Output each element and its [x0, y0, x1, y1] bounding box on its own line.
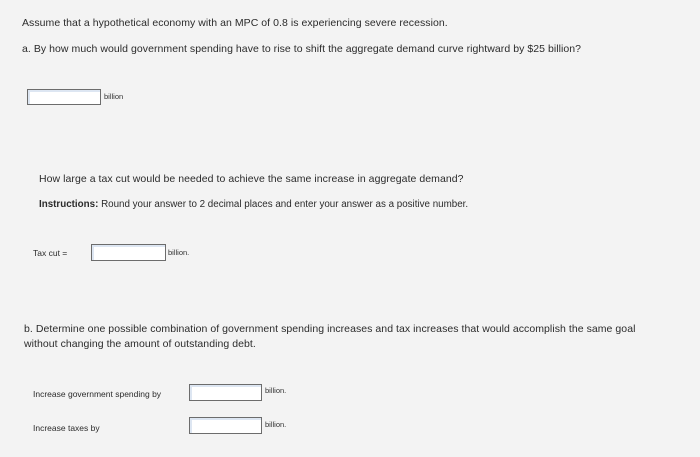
part-b-question-line-1: b. Determine one possible combination of government spending increases and tax increases that would accomplish the same goal [24, 323, 636, 335]
tax-cut-unit-label: billion. [168, 248, 190, 257]
part-b-question-line-2: without changing the amount of outstanding debt. [24, 338, 256, 350]
problem-intro: Assume that a hypothetical economy with an MPC of 0.8 is experiencing severe recession. [22, 17, 448, 29]
part-a-question: a. By how much would government spending have to rise to shift the aggregate demand curve rightward by $25 billion? [22, 43, 582, 55]
increase-spending-unit-label: billion. [265, 386, 287, 395]
tax-cut-question: How large a tax cut would be needed to achieve the same increase in aggregate demand? [39, 173, 464, 185]
increase-spending-label: Increase government spending by [33, 389, 162, 399]
increase-spending-answer-input[interactable] [189, 384, 262, 401]
increase-taxes-answer-input[interactable] [189, 417, 262, 434]
instructions-label: Instructions: [39, 199, 99, 210]
instructions [39, 199, 468, 210]
tax-cut-label: Tax cut = [33, 248, 68, 258]
government-spending-answer-input[interactable] [27, 89, 101, 105]
increase-taxes-unit-label: billion. [265, 420, 287, 429]
instructions-text: Round your answer to 2 decimal places and enter your answer as a positive number. [101, 199, 469, 210]
part-a-unit-label: billion [104, 92, 124, 101]
increase-taxes-label: Increase taxes by [33, 423, 100, 433]
tax-cut-answer-input[interactable] [91, 244, 166, 261]
